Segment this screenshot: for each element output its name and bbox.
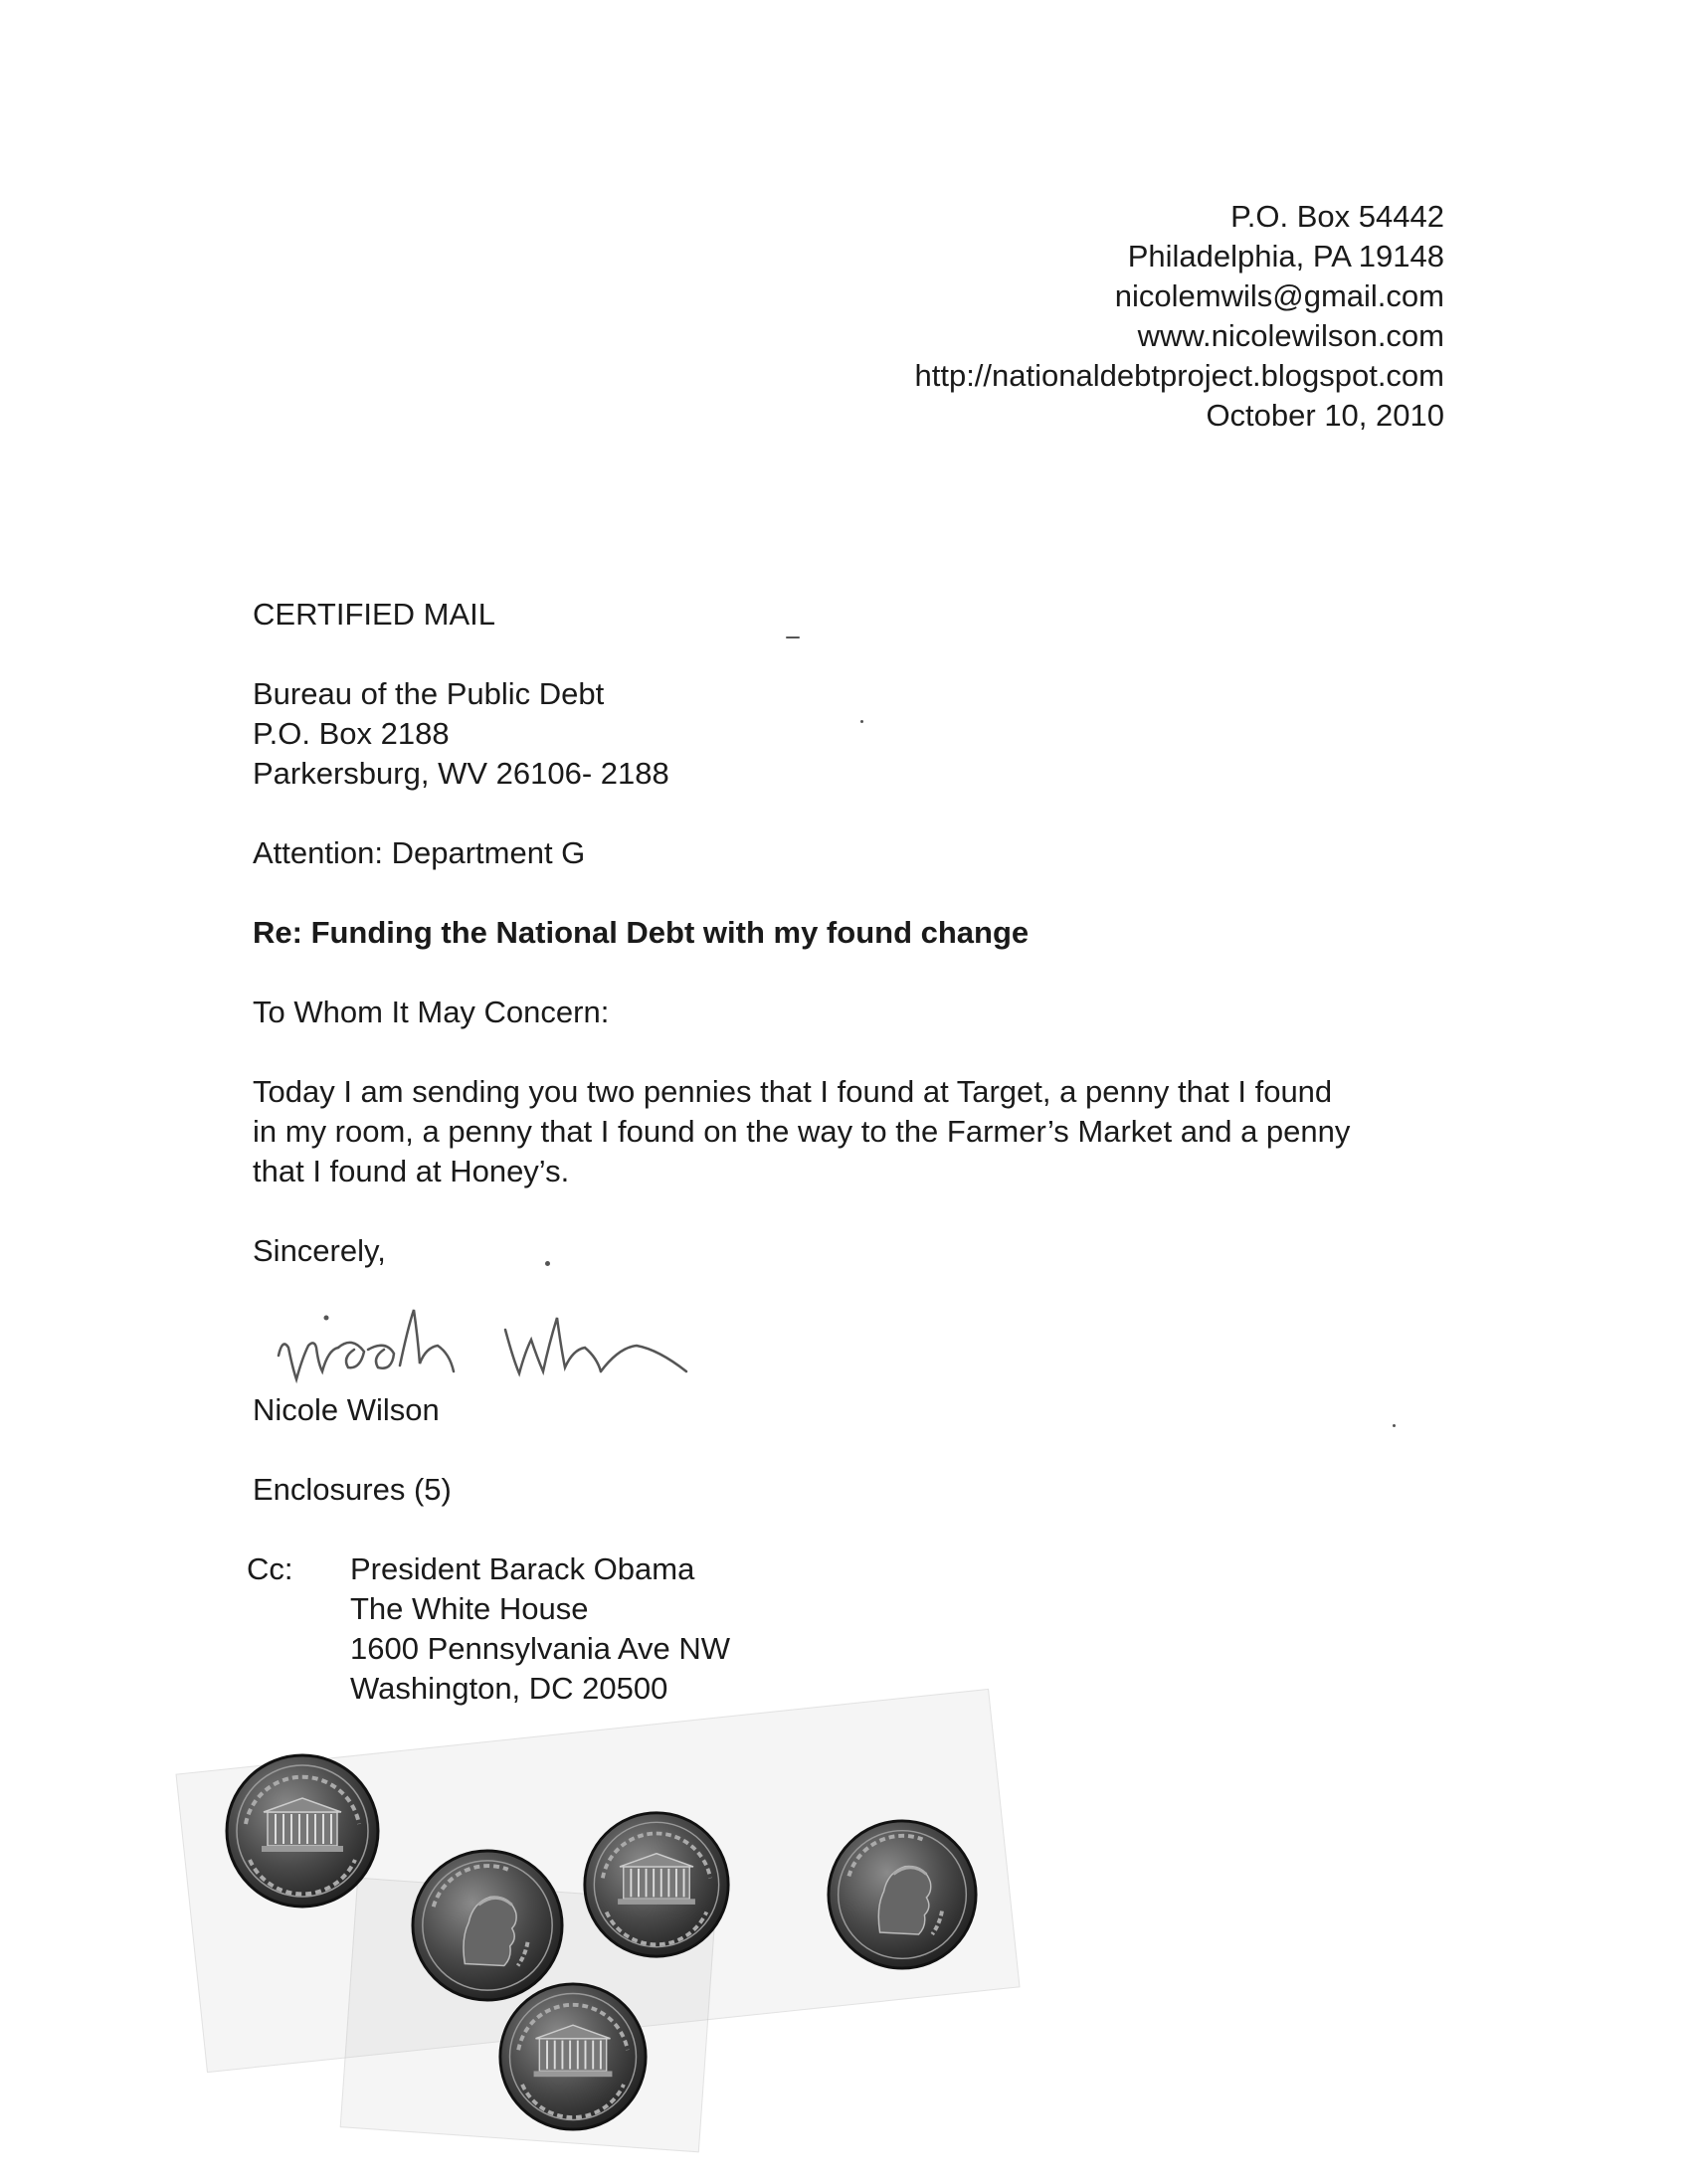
sender-blog: http://nationaldebtproject.blogspot.com [914,358,1444,393]
scan-speck [1393,1424,1396,1427]
delivery-method: CERTIFIED MAIL [253,597,496,632]
salutation: To Whom It May Concern: [253,995,610,1029]
penny-2 [410,1848,565,2003]
scan-speck [545,1261,550,1266]
body-line-3: that I found at Honey’s. [253,1154,570,1188]
closing: Sincerely, [253,1233,386,1268]
penny-3 [582,1810,731,1959]
body-line-1: Today I am sending you two pennies that I found at Target, a penny that I found [253,1074,1333,1109]
scan-speck [786,637,800,638]
sender-po-box: P.O. Box 54442 [1230,199,1444,234]
attention-line: Attention: Department G [253,835,586,870]
penny-1 [224,1752,381,1910]
recipient-city-line: Parkersburg, WV 26106- 2188 [253,756,669,791]
penny-5 [497,1981,649,2132]
signer-name: Nicole Wilson [253,1392,440,1427]
letter-date: October 10, 2010 [1206,398,1444,433]
sender-website: www.nicolewilson.com [1137,318,1444,353]
penny-4 [826,1818,979,1971]
signature-image [269,1288,706,1397]
subject-line: Re: Funding the National Debt with my found change [253,915,1030,950]
enclosures-line: Enclosures (5) [253,1472,452,1507]
sender-city-line: Philadelphia, PA 19148 [1127,239,1444,273]
recipient-po-box: P.O. Box 2188 [253,716,450,751]
sender-email: nicolemwils@gmail.com [1114,278,1444,313]
cc-line-3: 1600 Pennsylvania Ave NW [350,1631,730,1666]
body-line-2: in my room, a penny that I found on the way to the Farmer’s Market and a penny [253,1114,1351,1149]
scan-speck [860,720,863,723]
cc-label: Cc: [247,1551,293,1586]
taped-pennies [189,1691,1025,2168]
recipient-name: Bureau of the Public Debt [253,676,605,711]
cc-line-1: President Barack Obama [350,1551,695,1586]
cc-line-2: The White House [350,1591,589,1626]
cc-line-4: Washington, DC 20500 [350,1671,668,1706]
